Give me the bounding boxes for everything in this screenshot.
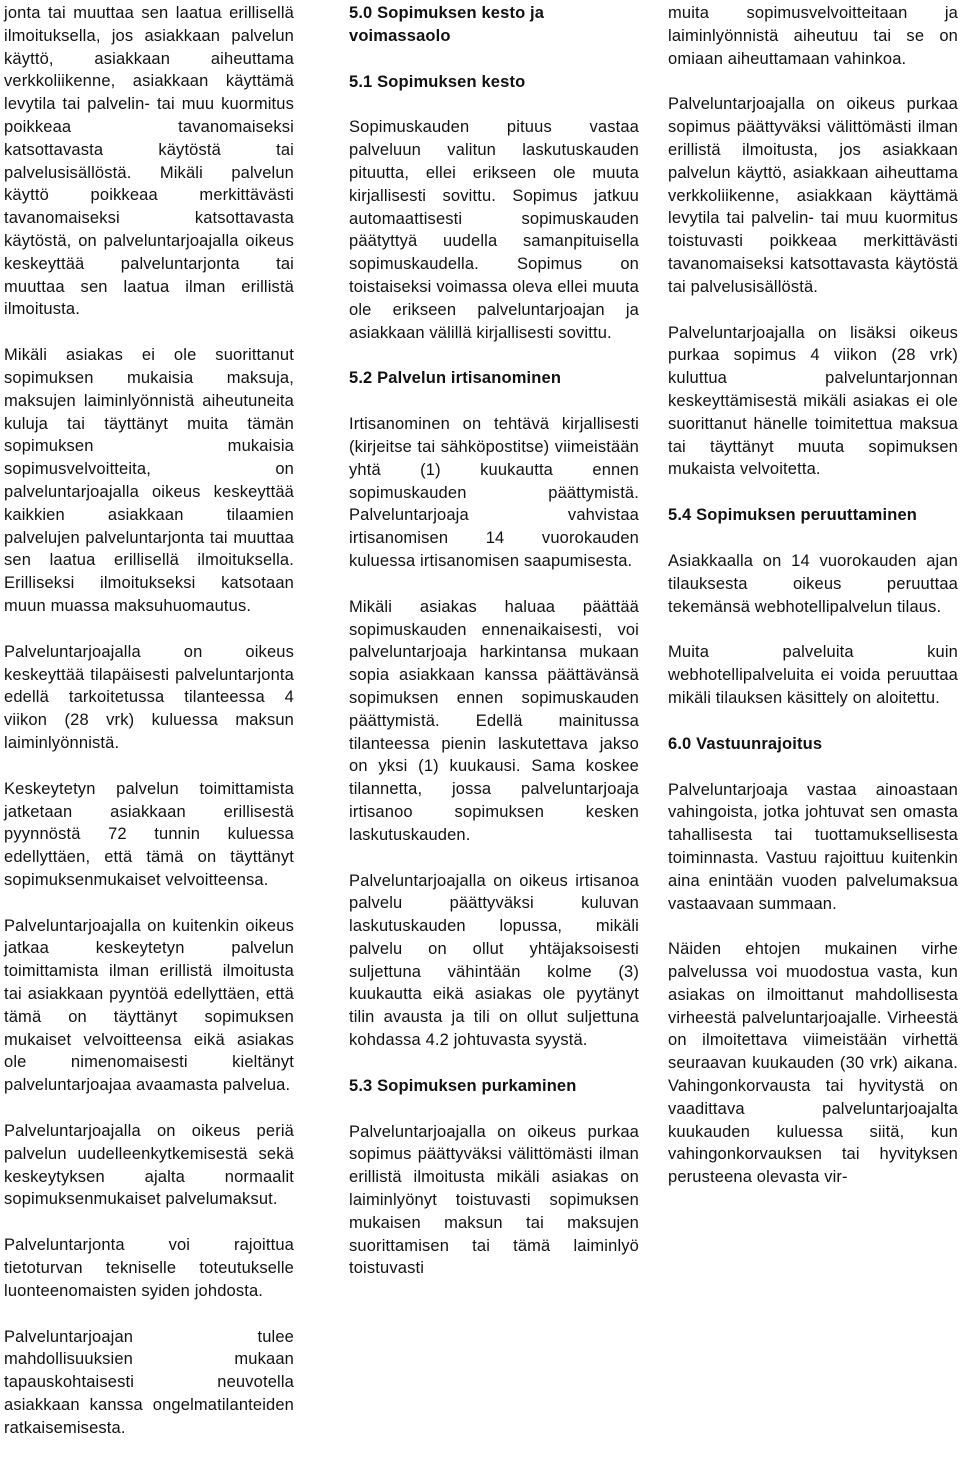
paragraph: jonta tai muuttaa sen laatua erillisellä ilmoituksella, jos asiakkaan palvelun käyttö, asiakkaan aiheuttama verkkoliikenne, asiakkaan käyttämä levytila tai palvelin- tai muu kuormitus poikkeaa tavanomaiseksi katsottavasta käytöstä tai palvelusisällöstä. Mikäli palvelun käyttö poikkeaa merkittävästi tavanomaiseksi katsottavasta käytöstä, on palveluntarjoajalla oikeus keskeyttää palveluntarjonta tai muuttaa sen laatua ilman erillistä ilmoitusta. bbox=[4, 4, 294, 319]
column-3 bbox=[668, 2, 958, 1212]
paragraph: Palveluntarjoajan tulee mahdollisuuksien mukaan tapauskohtaisesti neuvotella asiakkaan kanssa ongelmatilanteiden ratkaisemisesta. bbox=[4, 1327, 294, 1437]
paragraph: Mikäli asiakas ei ole suorittanut sopimuksen mukaisia maksuja, maksujen laiminlyönnistä aiheutuneita kuluja tai täyttänyt muita tämän sopimuksen mukaisia sopimusvelvoitteita, on palveluntarjoajalla oikeus keskeyttää kaikkien asiakkaan tilaamien palvelujen palveluntarjonta tai muuttaa sen laatua erillisellä ilmoituksella. Erilliseksi ilmoitukseksi katsotaan muun muassa maksuhuomautus. bbox=[4, 346, 294, 615]
paragraph: Sopimuskauden pituus vastaa palveluun valitun laskutuskauden pituutta, ellei erikseen ole muuta kirjallisesti sovittu. Sopimus jatkuu automaattisesti sopimuskauden päätyttyä uudella samanpituisella sopimuskaudella. Sopimus on toistaiseksi voimassa oleva ellei muuta ole erikseen palveluntarjoajan ja asiakkaan välillä kirjallisesti sovittu. bbox=[349, 118, 639, 342]
paragraph: Näiden ehtojen mukainen virhe palvelussa voi muodostua vasta, kun asiakas on ilmoittanut mahdollisesta virheestä palveluntarjoajalle. Virheestä on ilmoitettava viimeistään virhettä seuraavan kuukauden (30 vrk) aikana. Vahingonkorvausta tai hyvitystä on vaadittava palveluntarjoajalta kuukauden kuluessa siitä, kun vahingonkorvauksen tai hyvityksen perusteena olevasta vir- bbox=[668, 940, 958, 1187]
paragraph: Muita palveluita kuin webhotellipalveluita ei voida peruuttaa mikäli tilauksen käsittely on aloitettu. bbox=[668, 643, 958, 707]
paragraph: Palveluntarjoaja vastaa ainoastaan vahingoista, jotka johtuvat sen omasta tahallisesta tai tuottamuksellisesta toiminnasta. Vastuu rajoittuu kuitenkin aina enintään vuoden palvelumaksua vastaavaan summaan. bbox=[668, 780, 958, 913]
paragraph: Palveluntarjoajalla on oikeus purkaa sopimus päättyväksi välittömästi ilman erillistä ilmoitusta, jos asiakkaan palvelun käyttö, asiakkaan aiheuttama verkkoliikenne, asiakkaan käyttämä levytila tai palvelin- tai muu kuormitus toistuvasti poikkeaa merkittävästi tavanomaiseksi katsottavasta käytöstä tai palvelusisällöstä. bbox=[668, 95, 958, 296]
paragraph: Palveluntarjoajalla on oikeus purkaa sopimus päättyväksi välittömästi ilman erillistä ilmoitusta mikäli asiakas on laiminlyönyt toistuvasti sopimuksen mukaisen maksun tai maksujen suorittamisen tai tämä laiminlyö toistuvasti bbox=[349, 1122, 639, 1278]
subsection-heading: 5.1 Sopimuksen kesto bbox=[349, 72, 526, 91]
paragraph: Palveluntarjoajalla on kuitenkin oikeus jatkaa keskeytetyn palvelun toimittamista ilman erillistä ilmoitusta tai asiakkaan pyyntöä edellyttäen, että tämä on täyttänyt sopimuksen mukaiset velvoitteensa eikä asiakas ole nimenomaisesti kieltänyt palveluntarjoajaa avaamasta palvelua. bbox=[4, 916, 294, 1095]
paragraph: Palveluntarjoajalla on oikeus periä palvelun uudelleenkytkemisestä sekä keskeytyksen ajalta normaalit sopimuksenmukaiset palvelumaksut. bbox=[4, 1122, 294, 1209]
paragraph: muita sopimusvelvoitteitaan ja laiminlyönnistä aiheutuu tai se on omiaan aiheuttamaan vahinkoa. bbox=[668, 4, 958, 68]
subsection-heading: 5.4 Sopimuksen peruuttaminen bbox=[668, 506, 918, 525]
column-2 bbox=[349, 2, 639, 1303]
paragraph: Irtisanominen on tehtävä kirjallisesti (kirjeitse tai sähköpostitse) viimeistään yhtä (1) kuukautta ennen sopimuskauden päättymistä. Palveluntarjoaja vahvistaa irtisanomisen 14 vuorokauden kuluessa irtisanomisen saapumisesta. bbox=[349, 415, 639, 570]
paragraph: Asiakkaalla on 14 vuorokauden ajan tilauksesta oikeus peruuttaa tekemänsä webhotellipalvelun tilaus. bbox=[668, 551, 958, 616]
paragraph: Palveluntarjonta voi rajoittua tietoturvan tekniselle toteutukselle luonteenomaisten syiden johdosta. bbox=[4, 1236, 294, 1300]
column-1 bbox=[4, 2, 294, 1463]
paragraph: Palveluntarjoajalla on lisäksi oikeus purkaa sopimus 4 viikon (28 vrk) kuluttua palveluntarjonnan keskeyttämisestä mikäli asiakas ei ole suorittanut hänelle toimitettua maksua tai täyttänyt muuta sopimuksen mukaista velvoitetta. bbox=[668, 323, 958, 479]
paragraph: Mikäli asiakas haluaa päättää sopimuskauden ennenaikaisesti, voi palveluntarjoaja harkintansa mukaan sopia asiakkaan kanssa päättävänsä sopimuksen ennen sopimuskauden päättymistä. Edellä mainitussa tilanteessa pienin laskutettava jakso on yksi (1) kuukausi. Sama koskee tilannetta, jossa palveluntarjoaja irtisanoo sopimuksen kesken laskutuskauden. bbox=[349, 597, 639, 844]
subsection-heading: 5.3 Sopimuksen purkaminen bbox=[349, 1076, 577, 1095]
section-heading: 5.0 Sopimuksen kesto ja voimassaolo bbox=[349, 4, 545, 45]
paragraph: Palveluntarjoajalla on oikeus keskeyttää tilapäisesti palveluntarjonta edellä tarkoitetussa tilanteessa 4 viikon (28 vrk) kuluessa maksun laiminlyönnistä. bbox=[4, 642, 294, 752]
subsection-heading: 5.2 Palvelun irtisanominen bbox=[349, 369, 562, 388]
paragraph: Keskeytetyn palvelun toimittamista jatketaan asiakkaan erillisestä pyynnöstä 72 tunnin kuluessa edellyttäen, että tämä on täyttänyt sopimuksenmukaiset velvoitteensa. bbox=[4, 779, 294, 889]
section-heading: 6.0 Vastuunrajoitus bbox=[668, 734, 823, 753]
paragraph: Palveluntarjoajalla on oikeus irtisanoa palvelu päättyväksi kuluvan laskutuskauden lopussa, mikäli palvelu on ollut yhtäjaksoisesti suljettuna vähintään kolme (3) kuukautta eikä asiakas ole pyytänyt tilin avausta ja tili on ollut suljettuna kohdassa 4.2 johtuvasta syystä. bbox=[349, 871, 639, 1050]
